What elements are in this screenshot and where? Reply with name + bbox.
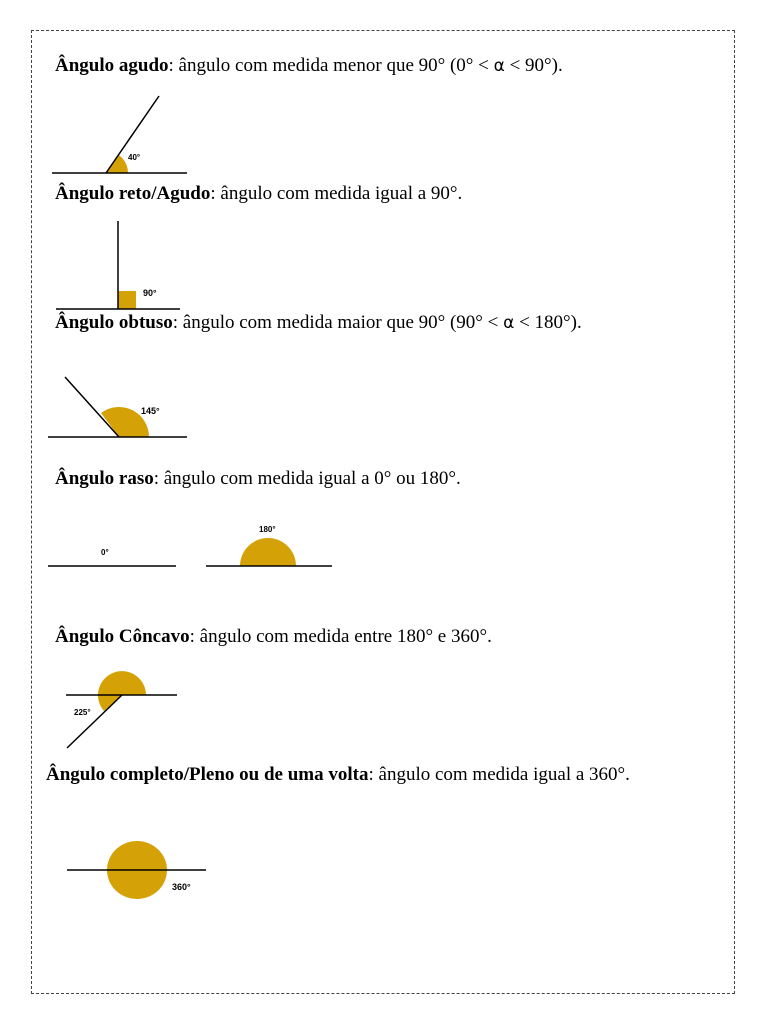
acute-label: 40° <box>128 153 141 162</box>
desc-full: : ângulo com medida igual a 360°. <box>368 764 630 785</box>
obtuse-ray <box>65 377 119 437</box>
zero-angle-label: 0° <box>101 548 109 557</box>
figure-right-angle <box>56 221 180 309</box>
figure-straight-angle <box>206 525 332 566</box>
desc-right: : ângulo com medida igual a 90°. <box>210 183 463 204</box>
figure-obtuse-angle <box>48 377 187 437</box>
desc-straight: : ângulo com medida igual a 0° ou 180°. <box>153 468 461 489</box>
figure-full-angle <box>67 841 206 899</box>
right-angle-square <box>118 291 136 309</box>
term-right: Ângulo reto/Agudo <box>55 183 211 204</box>
desc-obtuse: : ângulo com medida maior que 90° (90° < <box>172 312 504 333</box>
concave-label: 225° <box>74 708 91 717</box>
desc-acute: : ângulo com medida menor que 90° (0° < <box>168 55 494 76</box>
obtuse-label: 145° <box>141 406 160 416</box>
straight-angle-label: 180° <box>259 525 276 534</box>
term-straight: Ângulo raso <box>55 468 154 489</box>
term-full: Ângulo completo/Pleno ou de uma volta <box>46 764 369 785</box>
figure-acute-angle <box>52 96 187 173</box>
figure-concave-angle <box>66 671 177 748</box>
right-label: 90° <box>143 288 157 298</box>
term-acute: Ângulo agudo <box>55 55 169 76</box>
concave-ray <box>67 695 122 748</box>
desc-concave: : ângulo com medida entre 180° e 360°. <box>189 626 492 647</box>
full-angle-label: 360° <box>172 882 191 892</box>
straight-angle-fill <box>240 538 296 566</box>
term-concave: Ângulo Côncavo <box>55 626 190 647</box>
alpha-symbol: α <box>493 56 505 76</box>
desc-obtuse-end: < 180°). <box>514 312 582 333</box>
figure-zero-angle <box>48 548 176 566</box>
term-obtuse: Ângulo obtuso <box>55 312 173 333</box>
desc-acute-end: < 90°). <box>504 55 563 76</box>
alpha-symbol: α <box>503 313 515 333</box>
concave-angle-fill <box>98 671 146 711</box>
